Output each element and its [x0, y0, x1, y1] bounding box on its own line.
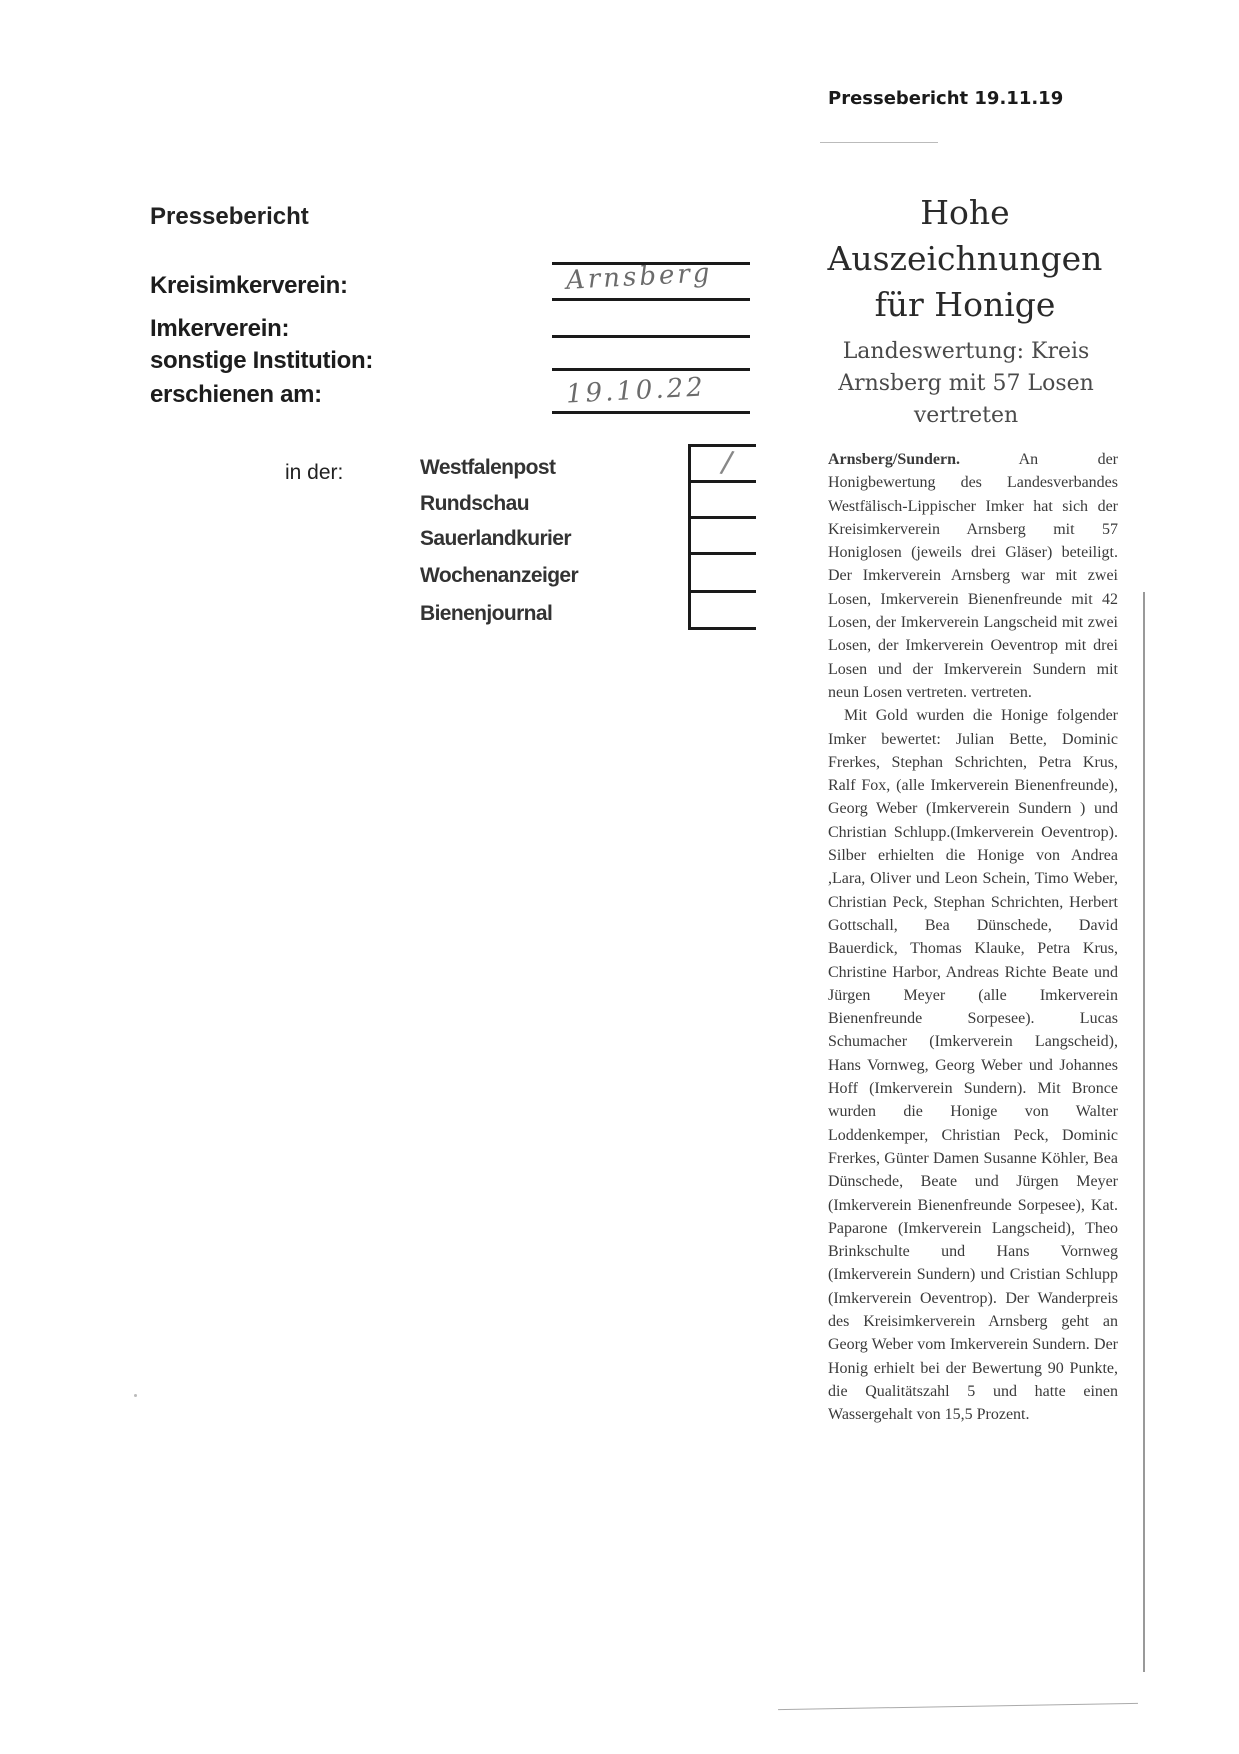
article-headline: Hohe Auszeichnungen für Honige [827, 193, 1103, 324]
paper-westfalenpost: Westfalenpost [420, 456, 556, 479]
check-mark-westfalenpost: / [718, 444, 736, 481]
document-date-header: Pressebericht 19.11.19 [828, 88, 1064, 109]
field-line-sonstige [552, 368, 750, 371]
article-subhead: Landeswertung: Kreis Arnsberg mit 57 Losen vertreten [838, 339, 1094, 428]
header-divider [820, 142, 938, 143]
label-imkerverein: Imkerverein: [150, 315, 290, 342]
scan-speck [134, 1394, 137, 1397]
column-rule [1143, 592, 1145, 1672]
field-line-imkerverein [552, 335, 750, 338]
article-paragraph-1-text: An der Honigbewertung des Landesverbandes Westfälisch-Lippischer Imker hat sich der Kreisimkerverein Arnsberg mit 57 Honiglosen (jeweils drei Gläser) beteiligt. Der Imkerverein Arnsberg war mit zwei Losen, Imkerverein Bienenfreunde mit 42 Losen, der Imkerverein Langscheid mit zwei Losen, der Imkerverein Oeventrop mit drei Losen und der Imkerverein Sundern mit neun Losen vertreten. vertreten. [828, 451, 1118, 701]
checkbox-row-line [688, 516, 756, 519]
article-paragraph-2: Mit Gold wurden die Honige folgender Imker bewertet: Julian Bette, Dominic Frerkes, Stephan Schrichten, Petra Krus, Ralf Fox, (alle Imkerverein Bienenfreunde), Georg Weber (Imkerverein Sundern ) und Christian Schlupp.(Imkerverein Oeventrop). Silber erhielten die Honige von Andrea ,Lara, Oliver und Leon Schein, Timo Weber, Christian Peck, Stephan Schrichten, Herbert Gottschall, Bea Dünschede, David Bauerdick, Thomas Klauke, Petra Krus, Christine Harbor, Andreas Richte Beate und Jürgen Meyer (alle Imkerverein Bienenfreunde Sorpesee). Lucas Schumacher (Imkerverein Langscheid), Hans Vornweg, Georg Weber und Johannes Hoff (Imkerverein Sundern). Mit Bronce wurden die Honige von Walter Loddenkemper, Christian Peck, Dominic Frerkes, Günter Damen Susanne Köhler, Bea Dünschede, Beate und Jürgen Meyer (Imkerverein Bienenfreunde Sorpesee), Kat. Paparone (Imkerverein Langscheid), Theo Brinkschulte und Hans Vornweg (Imkerverein Sundern) und Cristian Schlupp (Imkerverein Oeventrop). Der Wanderpreis des Kreisimkerverein Arnsberg geht an Georg Weber vom Imkerverein Sundern. Der Honig erhielt bei der Bewertung 90 Punkte, die Qualitätszahl 5 und hatte einen Wassergehalt von 15,5 Prozent. [828, 707, 1118, 1424]
article-paragraph-1 [828, 448, 1118, 704]
paper-bienenjournal: Bienenjournal [420, 602, 553, 625]
checkbox-row-line [688, 480, 756, 483]
checkbox-row-line [688, 552, 756, 555]
field-line-kreisimkerverein [552, 298, 750, 301]
article-dateline: Arnsberg/Sundern. [828, 451, 961, 468]
label-kreisimkerverein: Kreisimkerverein: [150, 272, 348, 299]
label-sonstige-institution: sonstige Institution: [150, 347, 374, 374]
checkbox-row-line [688, 444, 756, 447]
article-body [828, 448, 1118, 1656]
handwritten-kreisimkerverein: Arnsberg [565, 258, 714, 296]
field-line-erschienen [552, 411, 750, 414]
checkbox-row-line [688, 627, 756, 630]
paper-rundschau: Rundschau [420, 492, 529, 515]
paper-sauerlandkurier: Sauerlandkurier [420, 527, 571, 550]
checkbox-row-line [688, 590, 756, 593]
label-erschienen-am: erschienen am: [150, 381, 322, 408]
clipping-bottom-edge [778, 1703, 1138, 1710]
in-der-label: in der: [285, 461, 344, 484]
form-title: Pressebericht [150, 203, 309, 230]
paper-wochenanzeiger: Wochenanzeiger [420, 564, 579, 587]
handwritten-date: 19.10.22 [565, 372, 707, 410]
